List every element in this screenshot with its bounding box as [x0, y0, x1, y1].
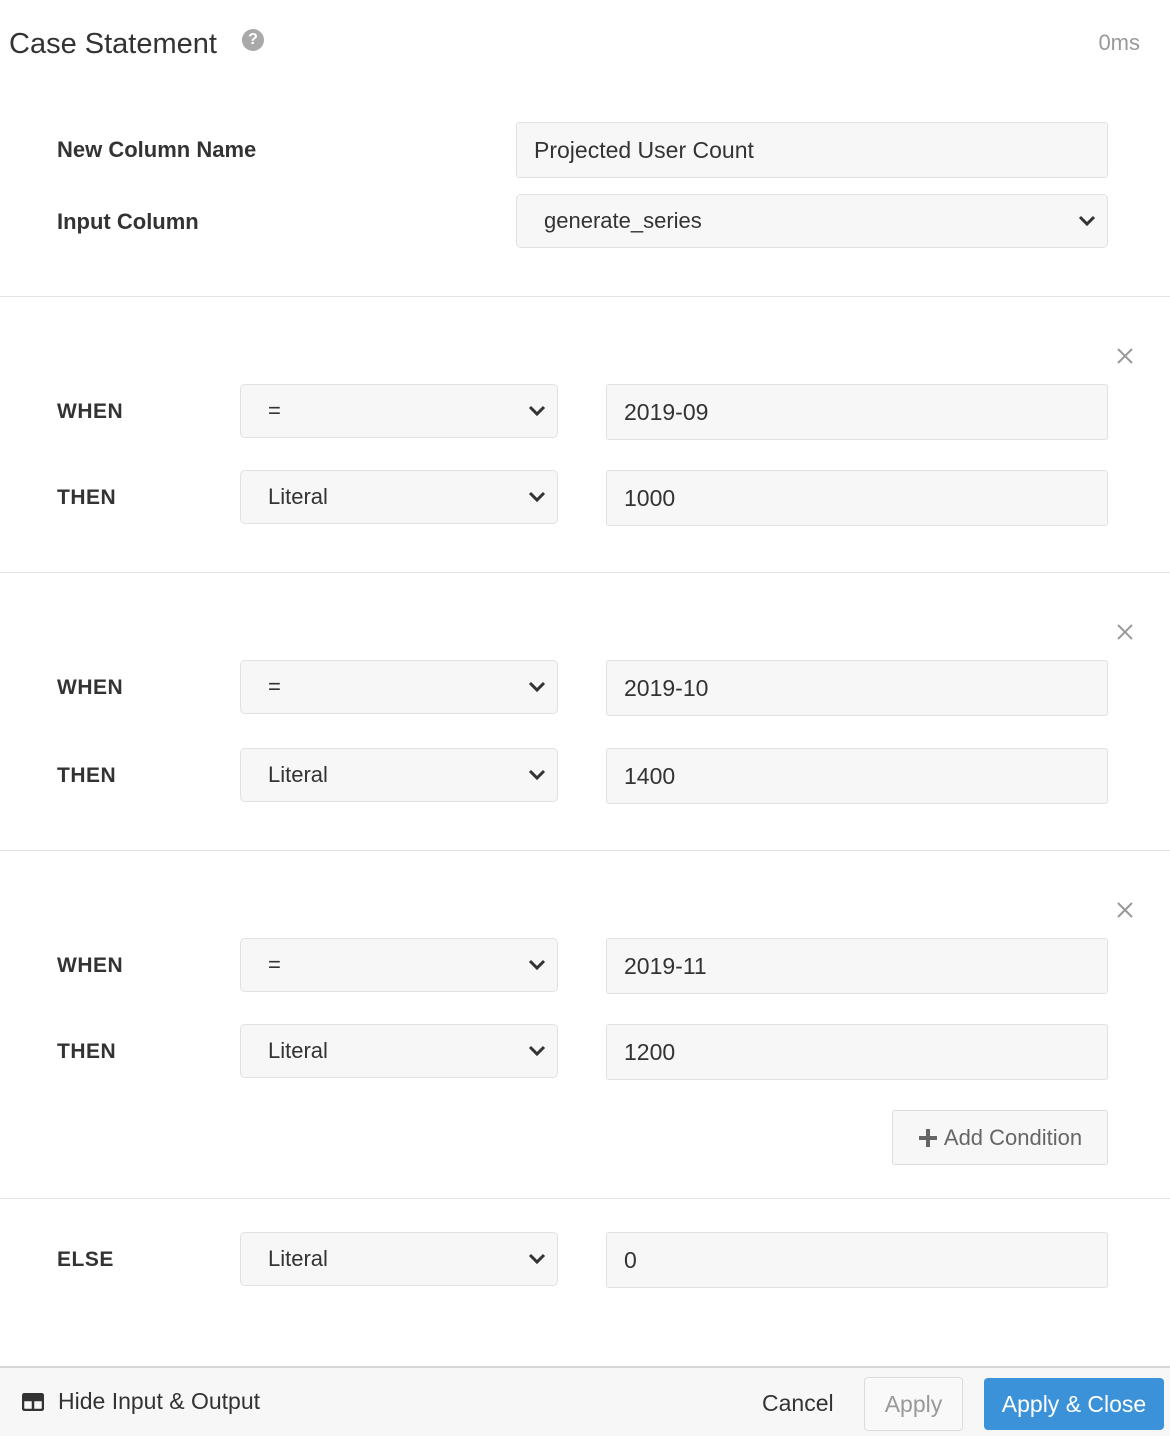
- condition-1-then-type-value: Literal: [268, 484, 328, 509]
- condition-1-when-input[interactable]: [606, 384, 1108, 440]
- then-label-3: THEN: [57, 1040, 117, 1063]
- when-label-3: WHEN: [57, 954, 124, 977]
- add-condition-label: Add Condition: [943, 1124, 1083, 1150]
- condition-3-then-type-value: Literal: [268, 1038, 328, 1063]
- apply-close-button[interactable]: Apply & Close: [984, 1378, 1164, 1430]
- new-column-label: New Column Name: [57, 137, 257, 162]
- chevron-down-icon: [527, 1044, 547, 1058]
- condition-2-then-type-value: Literal: [268, 762, 328, 787]
- divider: [0, 572, 1170, 573]
- condition-3-then-input[interactable]: [606, 1024, 1108, 1080]
- condition-3-operator-value: =: [268, 952, 281, 977]
- chevron-down-icon: [527, 404, 547, 418]
- chevron-down-icon: [527, 958, 547, 972]
- condition-2-when-input[interactable]: [606, 660, 1108, 716]
- new-column-input[interactable]: [516, 122, 1108, 178]
- apply-button[interactable]: Apply: [864, 1377, 963, 1431]
- condition-2-operator-select[interactable]: [240, 660, 558, 714]
- cancel-button[interactable]: Cancel: [762, 1390, 834, 1416]
- else-type-select[interactable]: [240, 1232, 558, 1286]
- timing-readout: 0ms: [1098, 30, 1140, 55]
- condition-2-then-input[interactable]: [606, 748, 1108, 804]
- when-label-1: WHEN: [57, 400, 124, 423]
- plus-icon: [918, 1128, 938, 1148]
- chevron-down-icon: [1077, 214, 1097, 228]
- divider: [0, 850, 1170, 851]
- condition-3-when-input[interactable]: [606, 938, 1108, 994]
- condition-2-operator-value: =: [268, 674, 281, 699]
- input-column-label: Input Column: [57, 209, 199, 234]
- else-value-input[interactable]: [606, 1232, 1108, 1288]
- remove-condition-1-close-icon[interactable]: [1116, 347, 1134, 365]
- hide-input-output-toggle[interactable]: [22, 1388, 260, 1415]
- else-type-value: Literal: [268, 1246, 328, 1271]
- input-column-select-value: generate_series: [544, 208, 702, 233]
- else-label: ELSE: [57, 1248, 114, 1271]
- footer-bar: [0, 1366, 1170, 1436]
- add-condition-button[interactable]: [892, 1110, 1108, 1165]
- chevron-down-icon: [527, 768, 547, 782]
- condition-1-then-type-select[interactable]: [240, 470, 558, 524]
- input-column-select[interactable]: [516, 194, 1108, 248]
- condition-3-operator-select[interactable]: [240, 938, 558, 992]
- condition-1-operator-select[interactable]: [240, 384, 558, 438]
- condition-1-then-input[interactable]: [606, 470, 1108, 526]
- header: [0, 0, 1170, 96]
- then-label-2: THEN: [57, 764, 117, 787]
- page-title: Case Statement: [9, 28, 217, 60]
- condition-1-operator-value: =: [268, 398, 281, 423]
- then-label-1: THEN: [57, 486, 117, 509]
- chevron-down-icon: [527, 1252, 547, 1266]
- when-label-2: WHEN: [57, 676, 124, 699]
- hide-input-output-label: Hide Input & Output: [58, 1388, 261, 1414]
- divider: [0, 1198, 1170, 1199]
- condition-2-then-type-select[interactable]: [240, 748, 558, 802]
- table-icon: [22, 1393, 44, 1411]
- chevron-down-icon: [527, 490, 547, 504]
- condition-3-then-type-select[interactable]: [240, 1024, 558, 1078]
- help-icon[interactable]: ?: [242, 29, 264, 51]
- divider: [0, 296, 1170, 297]
- remove-condition-3-close-icon[interactable]: [1116, 901, 1134, 919]
- chevron-down-icon: [527, 680, 547, 694]
- remove-condition-2-close-icon[interactable]: [1116, 623, 1134, 641]
